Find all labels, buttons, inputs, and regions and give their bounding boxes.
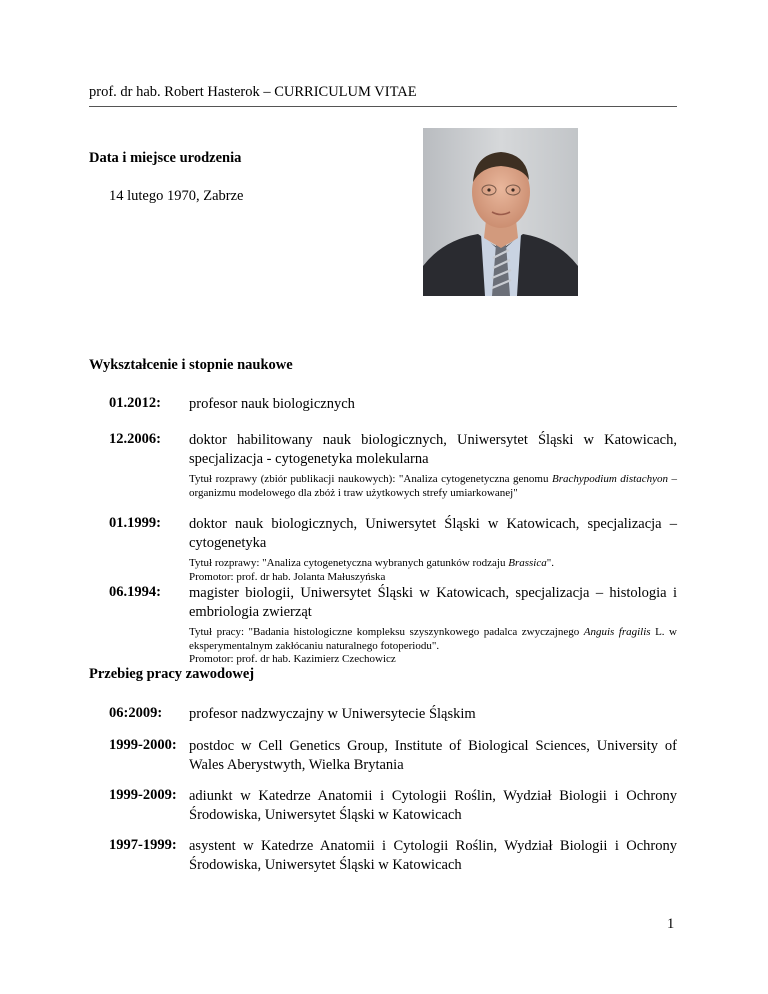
page-header: prof. dr hab. Robert Hasterok – CURRICULUM VITAE [89,84,677,107]
entry-note: Tytuł rozprawy: "Analiza cytogenetyczna wybranych gatunków rodzaju Brassica". Promotor: prof. dr hab. Jolanta Małuszyńska [189,557,554,583]
entry-text: magister biologii, Uniwersytet Śląski w Katowicach, specjalizacja – histologia i embriologia zwierząt [189,585,677,620]
entry-date: 01.2012: [109,395,161,411]
entry-text: doktor nauk biologicznych, Uniwersytet Śląski w Katowicach, specjalizacja – cytogenetyka [189,516,677,551]
entry-date: 12.2006: [109,431,161,447]
career-heading: Przebieg pracy zawodowej [89,666,255,682]
education-heading: Wykształcenie i stopnie naukowe [89,357,293,373]
entry-text: adiunkt w Katedrze Anatomii i Cytologii Roślin, Wydział Biologii i Ochrony Środowiska, Uniwersytet Śląski w Katowicach [189,788,677,823]
entry-text: postdoc w Cell Genetics Group, Institute of Biological Sciences, University of Wales Aberystwyth, Wielka Brytania [189,738,677,773]
entry-date: 01.1999: [109,515,161,531]
entry-date: 06.1994: [109,584,161,600]
entry-note: Tytuł rozprawy (zbiór publikacji naukowych): "Analiza cytogenetyczna genomu Brachypodium distachyon – organizmu modelowego dla zbóż i traw użytkowych strefy umiarkowanej" [189,473,677,499]
entry-note: Tytuł pracy: "Badania histologiczne kompleksu szyszynkowego padalca zwyczajnego Anguis fragilis L. w eksperymentalnym zakłócaniu naturalnego fotoperiodu". Promotor: prof. dr hab. Kazimierz Czechowicz [189,626,678,666]
entry-date: 06:2009: [109,705,163,721]
portrait-photo [423,128,578,296]
entry-text: asystent w Katedrze Anatomii i Cytologii Roślin, Wydział Biologii i Ochrony Środowiska, Uniwersytet Śląski w Katowicach [189,838,677,873]
birth-heading: Data i miejsce urodzenia [89,150,242,166]
entry-date: 1997-1999: [109,837,177,853]
entry-date: 1999-2009: [109,787,177,803]
entry-text: doktor habilitowany nauk biologicznych, Uniwersytet Śląski w Katowicach, specjalizacja - cytogenetyka molekularna [189,432,677,467]
birth-value: 14 lutego 1970, Zabrze [109,188,244,204]
entry-text: profesor nadzwyczajny w Uniwersytecie Śląskim [189,706,476,722]
page-number: 1 [667,916,675,932]
entry-date: 1999-2000: [109,737,177,753]
entry-text: profesor nauk biologicznych [189,396,355,412]
